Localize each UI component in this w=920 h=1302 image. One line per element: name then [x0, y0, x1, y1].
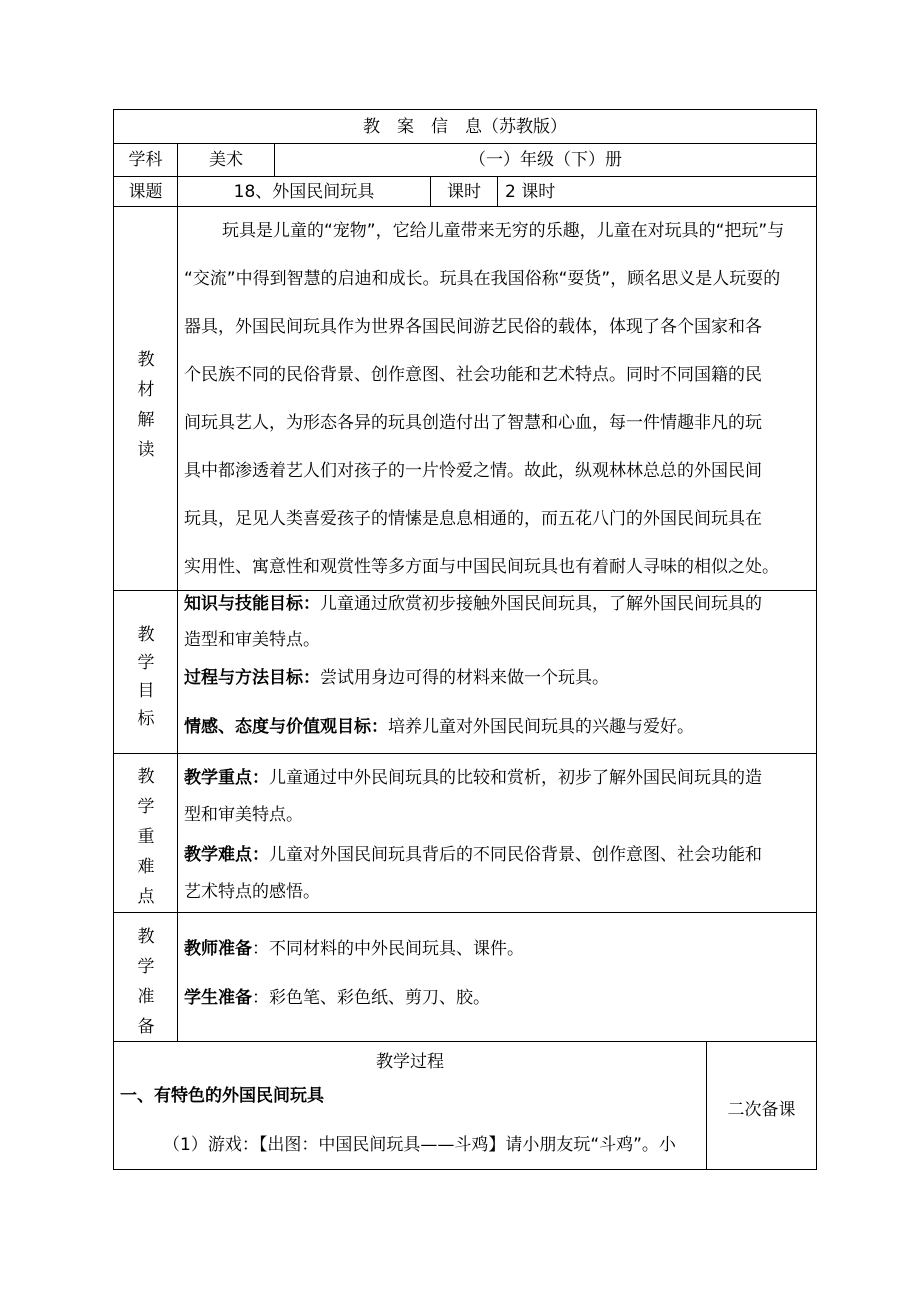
goals-label-char: 目	[137, 681, 155, 701]
table-border-bottom	[113, 1169, 817, 1170]
table-border-h4	[113, 590, 817, 591]
page-title: 教 案 信 息（苏教版）	[363, 117, 567, 137]
teaching-difficulty	[184, 845, 762, 865]
table-border-h5	[113, 753, 817, 754]
goals-label-char: 学	[137, 653, 155, 673]
material-label-char: 材	[137, 380, 155, 400]
step-text: （1）游戏：【出图：中国民间玩具——斗鸡】请小朋友玩“斗鸡”。小	[163, 1135, 676, 1155]
knowledge-goal-text: 儿童通过欣赏初步接触外国民间玩具，了解外国民间玩具的	[320, 594, 762, 614]
key-points-label-char: 学	[137, 797, 155, 817]
knowledge-goal	[184, 594, 762, 614]
process-goal-text: 尝试用身边可得的材料来做一个玩具。	[320, 668, 609, 688]
material-line: 玩具是儿童的“宠物”，它给儿童带来无穷的乐趣，儿童在对玩具的“把玩”与	[222, 221, 785, 241]
teaching-difficulty-text: 儿童对外国民间玩具背后的不同民俗背景、创作意图、社会功能和	[269, 845, 762, 865]
table-border-h6	[113, 912, 817, 913]
grade-text: （一）年级（下）册	[469, 150, 622, 170]
preparation-label-char: 准	[137, 987, 155, 1007]
material-text	[184, 216, 816, 586]
process-title: 教学过程	[376, 1052, 444, 1072]
knowledge-goal-cont: 造型和审美特点。	[184, 630, 320, 650]
knowledge-goal-label: 知识与技能目标：	[184, 594, 320, 614]
subject-value: 美术	[209, 150, 243, 170]
material-line: 器具，外国民间玩具作为世界各国民间游艺民俗的载体，体现了各个国家和各	[184, 317, 762, 337]
teaching-focus	[184, 768, 762, 788]
teaching-focus-label: 教学重点：	[184, 768, 269, 788]
table-border-h3	[113, 206, 817, 207]
student-preparation	[184, 988, 490, 1008]
goals-label	[114, 620, 178, 740]
hours-value: 2 课时	[505, 182, 556, 202]
key-points-label-char: 教	[137, 767, 155, 787]
material-line: 实用性、寓意性和观赏性等多方面与中国民间玩具也有着耐人寻味的相似之处。	[184, 557, 779, 577]
goals-label-char: 标	[137, 709, 155, 729]
table-border-h7	[113, 1041, 817, 1042]
process-goal	[184, 668, 609, 688]
process-goal-label: 过程与方法目标：	[184, 668, 320, 688]
preparation-label-char: 教	[137, 927, 155, 947]
teacher-preparation-label: 教师准备	[184, 939, 252, 959]
material-label-char: 解	[137, 410, 155, 430]
table-border-right	[816, 109, 817, 1170]
teaching-focus-text: 儿童通过中外民间玩具的比较和赏析，初步了解外国民间玩具的造	[269, 768, 762, 788]
material-line: 个民族不同的民俗背景、创作意图、社会功能和艺术特点。同时不同国籍的民	[184, 365, 762, 385]
section-heading: 一、有特色的外国民间玩具	[120, 1086, 324, 1106]
material-label-char: 教	[137, 350, 155, 370]
teacher-preparation	[184, 939, 524, 959]
label-column-divider	[177, 143, 178, 1042]
hours-label-divider	[497, 176, 498, 206]
hours-label: 课时	[447, 182, 481, 202]
material-label-char: 读	[137, 440, 155, 460]
teaching-focus-cont: 型和审美特点。	[184, 805, 303, 825]
teaching-difficulty-label: 教学难点：	[184, 845, 269, 865]
subject-label: 学科	[128, 150, 163, 170]
material-line: “交流”中得到智慧的启迪和成长。玩具在我国俗称“耍货”，顾名思义是人玩耍的	[184, 269, 781, 289]
key-points-label	[114, 762, 178, 907]
attitude-goal-text: 培养儿童对外国民间玩具的兴趣与爱好。	[388, 717, 694, 737]
material-line: 间玩具艺人，为形态各异的玩具创造付出了智慧和心血，每一件情趣非凡的玩	[184, 413, 762, 433]
lesson-label: 课题	[128, 182, 163, 202]
key-points-label-char: 重	[137, 827, 155, 847]
goals-label-char: 教	[137, 625, 155, 645]
material-line: 具中都渗透着艺人们对孩子的一片怜爱之情。故此，纵观林林总总的外国民间	[184, 461, 762, 481]
table-border-top	[113, 109, 817, 110]
teacher-preparation-text: ：不同材料的中外民间玩具、课件。	[252, 939, 524, 959]
key-points-label-char: 难	[137, 857, 155, 877]
table-border-h1	[113, 143, 817, 144]
key-points-label-char: 点	[137, 887, 155, 907]
material-line: 玩具，足见人类喜爱孩子的情愫是息息相通的，而五花八门的外国民间玩具在	[184, 509, 762, 529]
student-preparation-text: ：彩色笔、彩色纸、剪刀、胶。	[252, 988, 490, 1008]
student-preparation-label: 学生准备	[184, 988, 252, 1008]
table-border-h2	[113, 176, 817, 177]
second-prep-label: 二次备课	[727, 1100, 796, 1120]
preparation-label-char: 学	[137, 957, 155, 977]
preparation-label-char: 备	[137, 1017, 155, 1037]
teaching-difficulty-cont: 艺术特点的感悟。	[184, 882, 320, 902]
lesson-value: 18、外国民间玩具	[233, 182, 375, 202]
attitude-goal	[184, 717, 694, 737]
attitude-goal-label: 情感、态度与价值观目标：	[184, 717, 388, 737]
material-label	[114, 345, 178, 465]
preparation-label	[114, 922, 178, 1037]
